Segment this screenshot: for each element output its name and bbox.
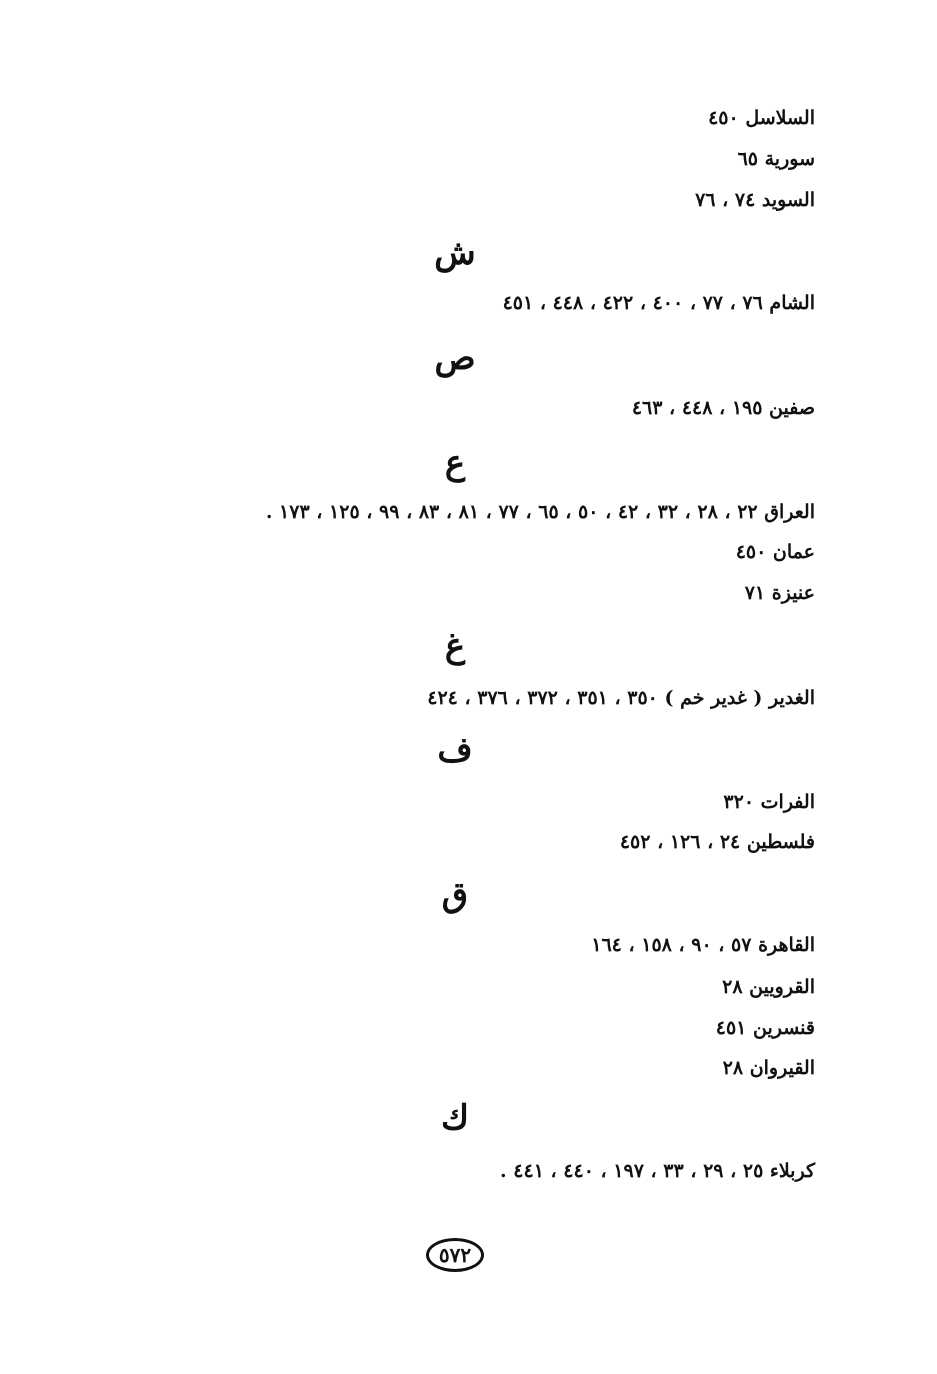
index-entry-furat: الفرات ٣٢٠	[723, 791, 815, 813]
index-entry-qayrawan: القيروان ٢٨	[722, 1057, 815, 1079]
index-entry-karbala: كربلاء ٢٥ ، ٢٩ ، ٣٣ ، ١٩٧ ، ٤٤٠ ، ٤٤١ .	[500, 1160, 815, 1182]
page-number: ٥٧٢	[426, 1238, 484, 1272]
section-letter-qaf: ق	[441, 875, 469, 915]
index-entry-qarawiyyin: القرويين ٢٨	[722, 976, 815, 998]
index-entry-siffin: صفين ١٩٥ ، ٤٤٨ ، ٤٦٣	[631, 397, 815, 419]
section-letter-ghayn: غ	[444, 626, 466, 666]
index-entry-sham: الشام ٧٦ ، ٧٧ ، ٤٠٠ ، ٤٢٢ ، ٤٤٨ ، ٤٥١	[502, 292, 815, 314]
section-letter-sad: ص	[434, 338, 476, 378]
index-entry-filastin: فلسطين ٢٤ ، ١٢٦ ، ٤٥٢	[619, 831, 815, 853]
index-entry-ghadir: الغدير ( غدير خم ) ٣٥٠ ، ٣٥١ ، ٣٧٢ ، ٣٧٦ ، ٤٢٤	[427, 687, 815, 709]
section-letter-fa: ف	[437, 730, 473, 770]
section-letter-kaf: ك	[440, 1098, 470, 1138]
section-letter-shin: ش	[434, 233, 476, 273]
index-entry-unayza: عنيزة ٧١	[744, 582, 815, 604]
section-letter-ayn: ع	[444, 443, 466, 483]
index-entry-qinnasrin: قنسرين ٤٥١	[715, 1017, 815, 1039]
index-entry-suwayd: السويد ٧٤ ، ٧٦	[695, 189, 815, 211]
index-entry-qahira: القاهرة ٥٧ ، ٩٠ ، ١٥٨ ، ١٦٤	[591, 934, 815, 956]
index-entry-salasil: السلاسل ٤٥٠	[708, 107, 815, 129]
index-entry-suriya: سورية ٦٥	[737, 148, 815, 170]
index-entry-iraq: العراق ٢٢ ، ٢٨ ، ٣٢ ، ٤٢ ، ٥٠ ، ٦٥ ، ٧٧ ، ٨١ ، ٨٣ ، ٩٩ ، ١٢٥ ، ١٧٣ .	[265, 501, 815, 523]
index-entry-amman: عمان ٤٥٠	[735, 541, 815, 563]
